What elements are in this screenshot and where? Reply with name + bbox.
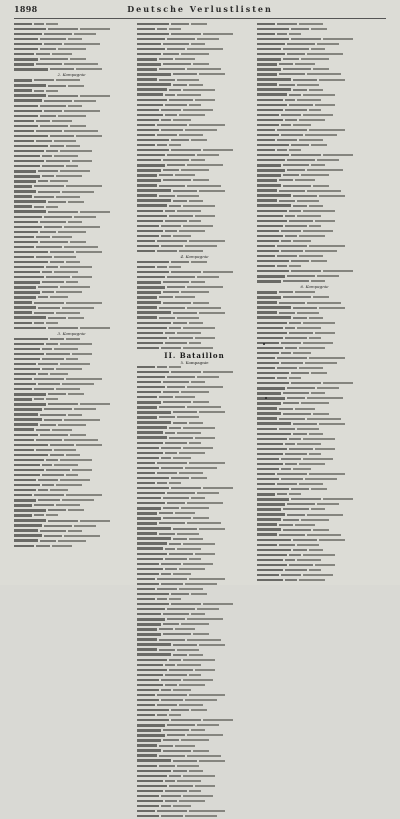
page-number: 1898	[14, 4, 38, 14]
company-heading: 4. Kompagnie	[180, 254, 209, 260]
text-column-1	[14, 22, 129, 549]
running-title: Deutsche Verlustlisten	[127, 4, 273, 14]
list-entry	[14, 544, 129, 549]
company-heading: 5. Kompagnie	[180, 360, 209, 365]
company-heading: 3. Kompagnie	[57, 330, 86, 336]
list-entry	[257, 578, 372, 583]
company-heading: 2. Kompagnie	[57, 72, 86, 78]
text-column-2	[137, 22, 252, 819]
text-column-3	[257, 22, 372, 583]
ink-mark	[265, 397, 267, 399]
ink-mark	[263, 343, 265, 345]
page-header	[14, 4, 386, 19]
battalion-heading: II. Bataillon	[164, 351, 225, 360]
company-heading: 6. Kompagnie	[300, 284, 329, 290]
list-entry	[137, 814, 252, 819]
